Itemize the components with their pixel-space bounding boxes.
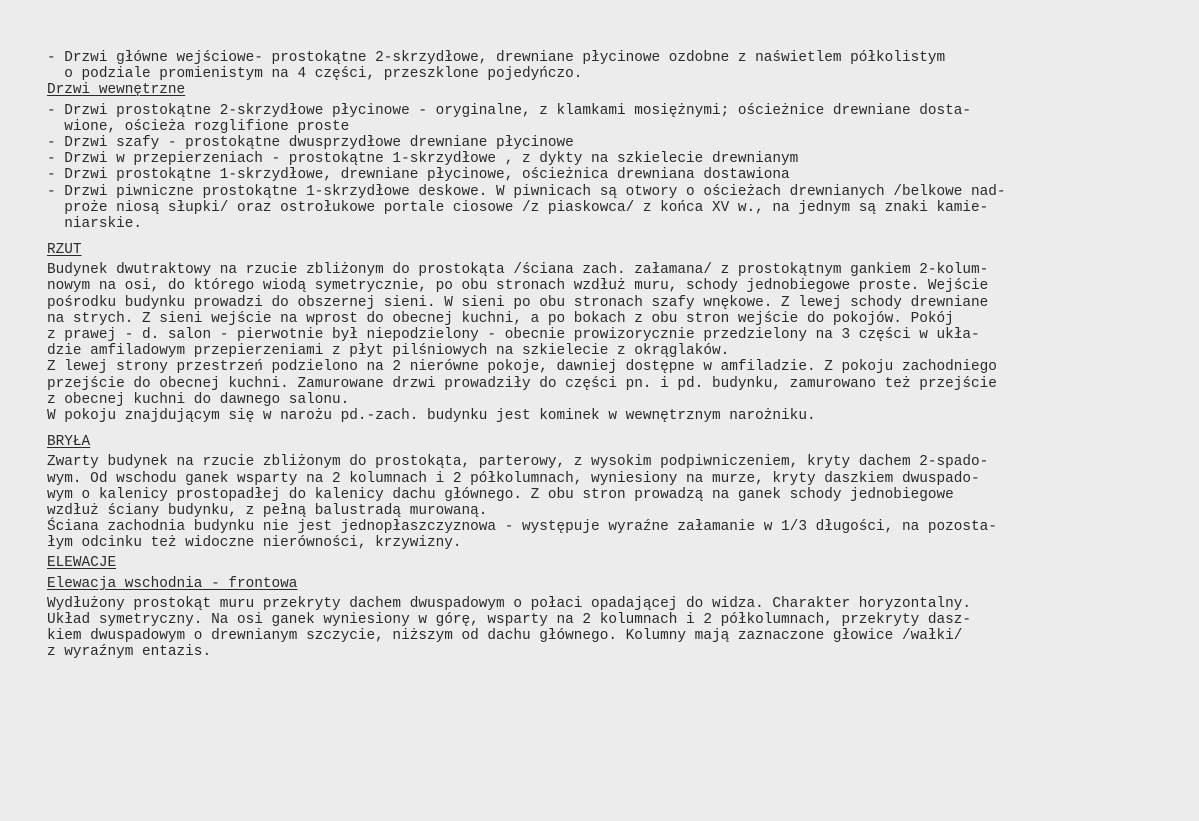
section-heading-elewacje: ELEWACJE [47, 555, 117, 572]
text-line: kiem dwuspadowym o drewnianym szczycie, niższym od dachu głównego. Kolumny mają zaznaczone głowice /wałki/ [47, 628, 963, 645]
text-line: wzdłuż ściany budynku, z pełną balustradą murowaną. [47, 502, 488, 519]
text-line: - Drzwi główne wejściowe- prostokątne 2-skrzydłowe, drewniane płycinowe ozdobne z naświetlem półkolistym [47, 50, 946, 66]
section-heading-drzwi-wewnetrzne: Drzwi wewnętrzne [47, 82, 186, 99]
text-line: z obecnej kuchni do dawnego salonu. [47, 391, 350, 408]
text-line: - Drzwi w przepierzeniach - prostokątne 1-skrzydłowe , z dykty na szkielecie drewnianym [47, 151, 799, 168]
text-line: Budynek dwutraktowy na rzucie zbliżonym do prostokąta /ściana zach. załamana/ z prostokątnym gankiem 2-kolum- [47, 262, 989, 279]
text-line: Z lewej strony przestrzeń podzielono na 2 nierówne pokoje, dawniej dostępne w amfiladzie. Z pokoju zachodniego [47, 359, 997, 376]
text-line: Zwarty budynek na rzucie zbliżonym do prostokąta, parterowy, z wysokim podpiwniczeniem, kryty dachem 2-spado- [47, 454, 989, 471]
text-line: Ściana zachodnia budynku nie jest jednopłaszczyznowa - występuje wyraźne załamanie w 1/3 długości, na pozosta- [47, 519, 997, 536]
text-line: z prawej - d. salon - pierwotnie był niepodzielony - obecnie prowizorycznie przedzielony na 3 części w ukła- [47, 327, 980, 343]
text-line: łym odcinku też widoczne nierówności, krzywizny. [47, 535, 462, 552]
text-line: - Drzwi szafy - prostokątne dwusprzydłowe drewniane płycinowe [47, 134, 574, 151]
typed-text-body [47, 50, 1177, 661]
subsection-heading-elewacja-wschodnia: Elewacja wschodnia - frontowa [47, 575, 298, 592]
text-line: pośrodku budynku prowadzi do obszernej sieni. W sieni po obu stronach szafy wnękowe. Z lewej schody drewniane [47, 294, 989, 311]
text-line: o podziale promienistym na 4 części, przeszklone pojedyńczo. [47, 66, 583, 83]
text-line: wym. Od wschodu ganek wsparty na 2 kolumnach i 2 półkolumnach, wyniesiony na murze, kryty daszkiem dwuspado- [47, 470, 980, 487]
text-line: W pokoju znajdującym się w narożu pd.-zach. budynku jest kominek w wewnętrznym narożniku. [47, 407, 816, 424]
text-line: z wyraźnym entazis. [47, 644, 212, 661]
section-heading-bryla: BRYŁA [47, 434, 91, 451]
text-line: Wydłużony prostokąt muru przekryty dachem dwuspadowym o połaci opadającej do widza. Charakter horyzontalny. [47, 595, 972, 612]
text-line: przejście do obecnej kuchni. Zamurowane drzwi prowadziły do części pn. i pd. budynku, zamurowano też przejście [47, 375, 997, 392]
text-line: - Drzwi prostokątne 2-skrzydłowe płycinowe - oryginalne, z klamkami mosiężnymi; ościeżnice drewniane dosta- [47, 102, 972, 119]
text-line: wione, ościeża rozglifione proste [47, 118, 350, 135]
text-line: dzie amfiladowym przepierzeniami z płyt pilśniowych na szkielecie z okrąglaków. [47, 343, 730, 360]
section-heading-rzut: RZUT [47, 242, 82, 259]
text-line: Układ symetryczny. Na osi ganek wyniesiony w górę, wsparty na 2 kolumnach i 2 półkolumnach, przekryty dasz- [47, 612, 972, 628]
text-line: - Drzwi piwniczne prostokątne 1-skrzydłowe deskowe. W piwnicach są otwory o ościeżach drewnianych /belkowe nad- [47, 183, 1006, 200]
text-line: niarskie. [47, 215, 142, 232]
text-line: na strych. Z sieni wejście na wprost do obecnej kuchni, a po bokach z obu stron wejście do pokojów. Pokój [47, 310, 954, 327]
text-line: proże niosą słupki/ oraz ostrołukowe portale ciosowe /z piaskowca/ z końca XV w., na jednym są znaki kamie- [47, 199, 989, 216]
text-line: wym o kalenicy prostopadłej do kalenicy dachu głównego. Z obu stron prowadzą na ganek schody jednobiegowe [47, 486, 954, 503]
text-line: nowym na osi, do którego wiodą symetrycznie, po obu stronach wzdłuż muru, schody jednobiegowe proste. Wejście [47, 278, 989, 295]
text-line: - Drzwi prostokątne 1-skrzydłowe, drewniane płycinowe, ościeżnica drewniana dostawiona [47, 167, 790, 184]
